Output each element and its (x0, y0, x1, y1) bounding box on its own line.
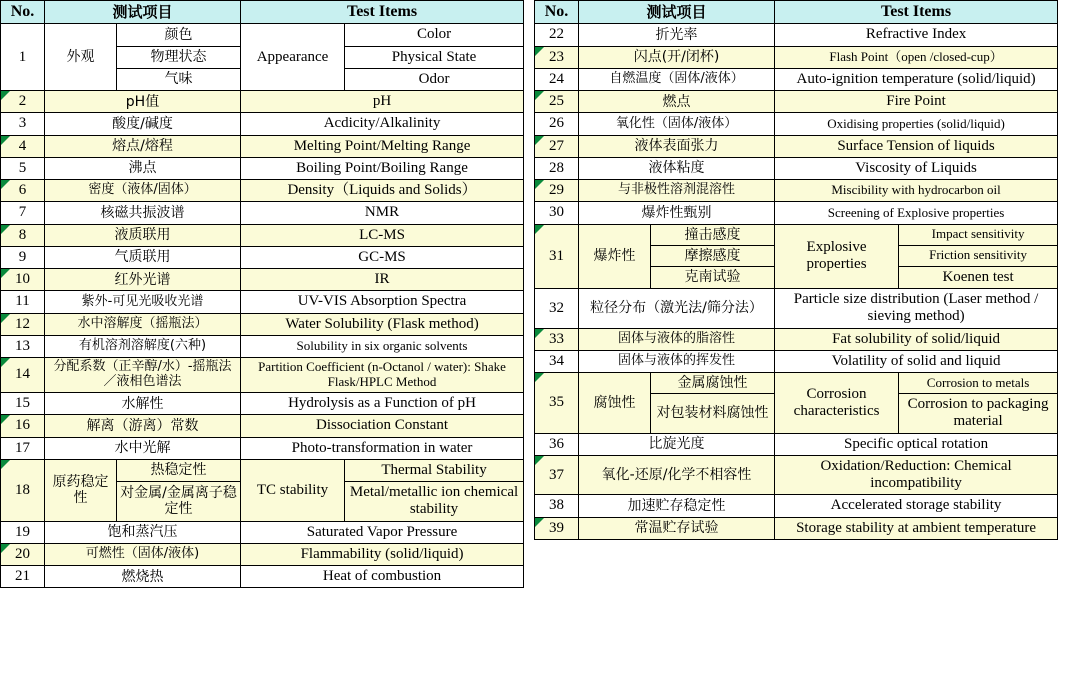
table-row (535, 224, 1058, 245)
row-en: Volatility of solid and liquid (775, 350, 1058, 372)
row-en-sub: Metal/metallic ion chemical stability (345, 482, 524, 522)
row-cn-sub: 物理状态 (117, 46, 241, 68)
row-en: pH (241, 91, 524, 113)
row-cn: 加速贮存稳定性 (579, 495, 775, 517)
row-en: Flash Point（open /closed-cup） (775, 46, 1058, 68)
table-row (1, 91, 524, 113)
test-items-table-right (534, 0, 1058, 540)
row-en: Miscibility with hydrocarbon oil (775, 180, 1058, 202)
row-en-sub: Color (345, 24, 524, 46)
row-en-main: Appearance (241, 24, 345, 91)
table-row (535, 202, 1058, 224)
row-cn-sub: 颜色 (117, 24, 241, 46)
row-en: Screening of Explosive properties (775, 202, 1058, 224)
row-en: Refractive Index (775, 24, 1058, 46)
row-no: 3 (1, 113, 45, 135)
row-cn: 常温贮存试验 (579, 517, 775, 539)
row-no: 35 (535, 373, 579, 434)
table-row (1, 335, 524, 357)
row-en-sub: Physical State (345, 46, 524, 68)
row-cn: 酸度/碱度 (45, 113, 241, 135)
table-header-row (1, 1, 524, 24)
row-en-sub: Odor (345, 68, 524, 90)
row-en-main: TC stability (241, 459, 345, 521)
row-en: GC-MS (241, 246, 524, 268)
row-cn: 与非极性溶剂混溶性 (579, 180, 775, 202)
table-row (535, 289, 1058, 329)
table-row (1, 566, 524, 588)
row-en: Boiling Point/Boiling Range (241, 157, 524, 179)
row-no: 26 (535, 113, 579, 135)
row-no: 21 (1, 566, 45, 588)
table-row (535, 495, 1058, 517)
row-no: 22 (535, 24, 579, 46)
header-cn: 测试项目 (45, 1, 241, 24)
row-no: 12 (1, 313, 45, 335)
row-en: Oxidation/Reduction: Chemical incompatibility (775, 455, 1058, 495)
row-no: 39 (535, 517, 579, 539)
row-cn: 紫外-可见光吸收光谱 (45, 291, 241, 313)
row-cn-main: 外观 (45, 24, 117, 91)
table-row (1, 415, 524, 437)
table-row (535, 328, 1058, 350)
table-row (1, 224, 524, 246)
row-cn: pH值 (45, 91, 241, 113)
row-cn-main: 腐蚀性 (579, 373, 651, 434)
row-cn-sub: 气味 (117, 68, 241, 90)
table-row (1, 291, 524, 313)
row-en: Density（Liquids and Solids） (241, 180, 524, 202)
row-cn: 液质联用 (45, 224, 241, 246)
row-en-sub: Corrosion to packaging material (899, 394, 1058, 434)
table-row (535, 373, 1058, 394)
row-cn: 液体表面张力 (579, 135, 775, 157)
row-en: Viscosity of Liquids (775, 157, 1058, 179)
table-row (1, 269, 524, 291)
row-no: 34 (535, 350, 579, 372)
row-en-sub: Impact sensitivity (899, 224, 1058, 245)
row-no: 9 (1, 246, 45, 268)
row-no: 14 (1, 358, 45, 393)
row-cn: 固体与液体的脂溶性 (579, 328, 775, 350)
row-en: Photo-transformation in water (241, 437, 524, 459)
table-row (1, 437, 524, 459)
row-no: 7 (1, 202, 45, 224)
row-cn-sub: 克南试验 (651, 266, 775, 288)
row-cn-sub: 热稳定性 (117, 459, 241, 481)
table-row (535, 350, 1058, 372)
row-cn: 有机溶剂溶解度(六种) (45, 335, 241, 357)
row-no: 20 (1, 543, 45, 565)
table-row (535, 180, 1058, 202)
row-en: Accelerated storage stability (775, 495, 1058, 517)
row-cn-main: 原药稳定性 (45, 459, 117, 521)
row-cn: 自燃温度（固体/液体） (579, 68, 775, 90)
row-cn: 密度（液体/固体） (45, 180, 241, 202)
row-cn: 粒径分布（激光法/筛分法） (579, 289, 775, 329)
row-cn: 闪点(开/闭杯) (579, 46, 775, 68)
row-cn: 气质联用 (45, 246, 241, 268)
row-en-sub: Friction sensitivity (899, 245, 1058, 266)
row-en: IR (241, 269, 524, 291)
row-cn-sub: 对包装材料腐蚀性 (651, 394, 775, 434)
row-cn: 沸点 (45, 157, 241, 179)
row-no: 30 (535, 202, 579, 224)
row-no: 29 (535, 180, 579, 202)
row-en: NMR (241, 202, 524, 224)
row-cn: 氧化性（固体/液体） (579, 113, 775, 135)
row-no: 6 (1, 180, 45, 202)
row-en: Storage stability at ambient temperature (775, 517, 1058, 539)
header-no: No. (1, 1, 45, 24)
row-en: UV-VIS Absorption Spectra (241, 291, 524, 313)
row-en: Particle size distribution (Laser method / sieving method) (775, 289, 1058, 329)
left-table-wrap (0, 0, 524, 678)
header-no: No. (535, 1, 579, 24)
table-header-row (535, 1, 1058, 24)
row-no: 5 (1, 157, 45, 179)
row-no: 8 (1, 224, 45, 246)
row-en: LC-MS (241, 224, 524, 246)
row-cn: 固体与液体的挥发性 (579, 350, 775, 372)
table-row (1, 246, 524, 268)
header-en: Test Items (775, 1, 1058, 24)
row-en: Heat of combustion (241, 566, 524, 588)
row-no: 1 (1, 24, 45, 91)
row-en: Dissociation Constant (241, 415, 524, 437)
row-no: 28 (535, 157, 579, 179)
row-cn: 饱和蒸汽压 (45, 521, 241, 543)
table-row (1, 135, 524, 157)
row-cn: 红外光谱 (45, 269, 241, 291)
row-en: Auto-ignition temperature (solid/liquid) (775, 68, 1058, 90)
row-no: 18 (1, 459, 45, 521)
table-row (535, 517, 1058, 539)
row-no: 36 (535, 433, 579, 455)
row-en-sub: Thermal Stability (345, 459, 524, 481)
table-row (1, 543, 524, 565)
table-row (535, 455, 1058, 495)
row-cn: 核磁共振波谱 (45, 202, 241, 224)
row-no: 31 (535, 224, 579, 288)
row-en: Flammability (solid/liquid) (241, 543, 524, 565)
row-cn-sub: 对金属/金属离子稳定性 (117, 482, 241, 522)
row-cn: 可燃性（固体/液体) (45, 543, 241, 565)
row-no: 38 (535, 495, 579, 517)
table-row (535, 24, 1058, 46)
row-cn: 比旋光度 (579, 433, 775, 455)
row-no: 24 (535, 68, 579, 90)
row-cn: 氧化-还原/化学不相容性 (579, 455, 775, 495)
row-cn: 水中溶解度（摇瓶法） (45, 313, 241, 335)
row-en: Oxidising properties (solid/liquid) (775, 113, 1058, 135)
row-no: 16 (1, 415, 45, 437)
table-row (535, 135, 1058, 157)
table-row (535, 433, 1058, 455)
row-cn: 解离（游离）常数 (45, 415, 241, 437)
row-cn: 水中光解 (45, 437, 241, 459)
row-en: Solubility in six organic solvents (241, 335, 524, 357)
row-no: 37 (535, 455, 579, 495)
row-cn: 爆炸性甄别 (579, 202, 775, 224)
row-no: 4 (1, 135, 45, 157)
header-cn: 测试项目 (579, 1, 775, 24)
row-cn: 分配系数（正辛醇/水）-摇瓶法／液相色谱法 (45, 358, 241, 393)
row-no: 11 (1, 291, 45, 313)
table-row (1, 521, 524, 543)
row-cn-sub: 撞击感度 (651, 224, 775, 245)
row-en: Hydrolysis as a Function of pH (241, 393, 524, 415)
right-table-wrap (534, 0, 1058, 678)
table-row (1, 113, 524, 135)
row-no: 27 (535, 135, 579, 157)
table-row (535, 91, 1058, 113)
table-row (1, 24, 524, 46)
row-no: 17 (1, 437, 45, 459)
row-en-main: Corrosion characteristics (775, 373, 899, 434)
table-row (535, 157, 1058, 179)
row-cn: 液体粘度 (579, 157, 775, 179)
row-en: Partition Coefficient (n-Octanol / water): Shake Flask/HPLC Method (241, 358, 524, 393)
row-en: Melting Point/Melting Range (241, 135, 524, 157)
table-row (1, 180, 524, 202)
table-row (1, 358, 524, 393)
row-cn: 折光率 (579, 24, 775, 46)
row-cn: 燃点 (579, 91, 775, 113)
row-en-sub: Koenen test (899, 266, 1058, 288)
row-cn-sub: 摩擦感度 (651, 245, 775, 266)
row-en-sub: Corrosion to metals (899, 373, 1058, 394)
row-no: 25 (535, 91, 579, 113)
table-row (1, 459, 524, 481)
row-cn-main: 爆炸性 (579, 224, 651, 288)
row-no: 13 (1, 335, 45, 357)
table-row (1, 202, 524, 224)
row-no: 19 (1, 521, 45, 543)
row-en: Specific optical rotation (775, 433, 1058, 455)
row-cn: 水解性 (45, 393, 241, 415)
row-en: Water Solubility (Flask method) (241, 313, 524, 335)
table-row (535, 68, 1058, 90)
row-no: 15 (1, 393, 45, 415)
row-en: Saturated Vapor Pressure (241, 521, 524, 543)
row-en: Acdicity/Alkalinity (241, 113, 524, 135)
row-no: 2 (1, 91, 45, 113)
table-row (1, 393, 524, 415)
table-row (535, 46, 1058, 68)
table-row (535, 113, 1058, 135)
row-no: 23 (535, 46, 579, 68)
table-row (1, 313, 524, 335)
row-en-main: Explosive properties (775, 224, 899, 288)
row-cn: 燃烧热 (45, 566, 241, 588)
row-en: Fire Point (775, 91, 1058, 113)
row-no: 32 (535, 289, 579, 329)
row-en: Surface Tension of liquids (775, 135, 1058, 157)
header-en: Test Items (241, 1, 524, 24)
row-cn: 熔点/熔程 (45, 135, 241, 157)
row-en: Fat solubility of solid/liquid (775, 328, 1058, 350)
table-row (1, 157, 524, 179)
row-no: 10 (1, 269, 45, 291)
row-cn-sub: 金属腐蚀性 (651, 373, 775, 394)
row-no: 33 (535, 328, 579, 350)
test-items-table-left (0, 0, 524, 588)
